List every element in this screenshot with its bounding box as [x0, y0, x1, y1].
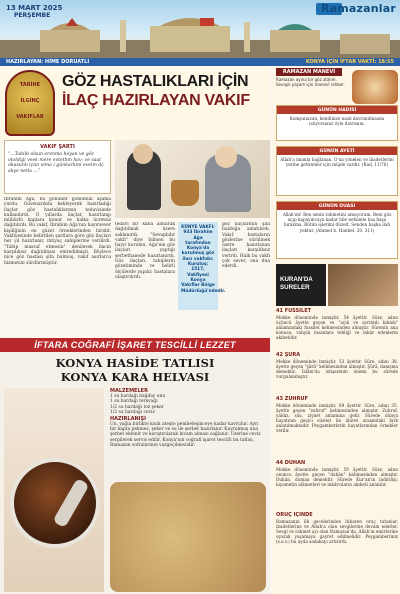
author-line: HAZIRLAYAN: HİME DORUATLI — [6, 59, 90, 65]
sidebar-lead: Ramazan ayına bir göz atalım. Sevaplı yaşam için manevî rehber. — [276, 77, 345, 87]
article-column-2: tedavi bir kaba alınarak dağıtılmak üzere saklanırdı. "Sevaplıdır vakfı" diye bilinen bu hayır kurumu, Ağa'nın göz ilaçları yaptığı şerbethanede hazırlanırdı. Göz ilaçları, tabiplerin gözetiminde ve belirli ölçülerde yapılır, hastalara ulaştırılırdı. — [115, 222, 175, 280]
iftar-time: KONYA İÇİN İFTAR VAKTİ: 18:55 — [305, 59, 394, 65]
logo-line2: İLGİNÇ — [20, 98, 40, 104]
brand-title: Ramazanlar — [320, 2, 396, 15]
main-article — [0, 66, 270, 336]
sure-sura — [276, 352, 398, 394]
city-skyline-illustration — [0, 16, 400, 58]
headline-line1: GÖZ HASTALIKLARI İÇİN — [62, 73, 249, 90]
gunun-duasi-title: GÜNÜN DUASI — [277, 202, 397, 210]
ingredient-1: 1 su bardağı bağday unu — [110, 394, 166, 399]
sure-duhan-text: Mekke döneminde inmiştir. 59 âyettir. Sûre, adını onuncu âyette geçen "duhân" kelimesinden almıştır. Duhân, duman demektir. Sûrede Kur'an'ın indirilişi, kıyametin alâmetleri ve inkârcıların akıbeti anlatılır. — [276, 467, 398, 487]
issue-day: PERŞEMBE — [14, 12, 51, 19]
gunun-hadisi-title: GÜNÜN HADİSİ — [277, 106, 397, 114]
sure-zuhruf — [276, 396, 398, 458]
headline-area — [0, 66, 270, 140]
vakif-sarti-box — [4, 140, 111, 194]
sidebar — [272, 66, 400, 594]
headline-line2: İLAÇ HAZIRLAYAN VAKIF — [62, 92, 250, 109]
sure-fussilet-text: Mekke döneminde inmiştir. 54 âyettir. Sûre, adını üçüncü âyette geçen ve "açık ve ayrıntılı kılındı" anlamındaki fussilet kelimesinden almıştır. Sûrenin ana konusu, vahyin insanlara tebliği ve inkâr edenlerin akıbetidir. — [276, 315, 398, 340]
oruc-icinde — [276, 512, 398, 592]
kuran-illustration — [328, 264, 398, 306]
sure-fussilet-title: 41 FUSSILET — [276, 308, 312, 314]
oruc-icinde-text: Ramazanın ilk gecelerinden itibaren oruç tutanlar, ibadetlerine ve Allah'a olan sevgilerine devam ederler. Sevgi ve rahmet ayı olan Ramazan'da, Allah'ın emirlerine uyarak yaşamaya gayret edilmelidir. Peygamberimiz (s.a.v.) bu ayda sadakayı artırırdı. — [276, 519, 398, 544]
logo-line1: TARİHE — [19, 82, 41, 88]
kuran-sureler-badge: KURAN'DA SURELER — [276, 264, 326, 306]
recipe-headline — [6, 356, 264, 384]
sidebar-title: RAMAZAN MANEVİ — [276, 68, 342, 76]
recipe-section — [0, 352, 270, 594]
gunun-hadisi-text: Komşunuzun, kendinize nasıl davranılmasını istiyorsanız öyle davranın. — [289, 116, 385, 127]
article-column-1: İbrahim Ağa, bu gönüller gönlünün aşama yurdu. Güvenarıkda bekleyerek hazırladığı ilaçlar göz hastalıklarının tedavisinde kullanılırdı. O yıllarda ilaçlar, hazırlanıp mühürlü kaplara konur ve halka ücretsiz dağıtılırdı. Bu vakıf, İbrahim Ağa'nın hayırsever kişiliğinin en güzel örneklerinden biridir. Vakfiyesinde belirtilen şartlara göre göz ilaçları her yıl hazırlanır, ihtiyaç sahiplerine verilirdi. "Tabip masraf etmesin" denilerek ilacın karşılıksız dağıtılması emredilmişti. Böylece nice göz hastası şifa bulmuş, vakıf asırlarca hizmetini sürdürmüştür. — [4, 197, 111, 266]
malzemeler-label: MALZEMELER — [110, 388, 148, 394]
gunun-ayeti-title: GÜNÜN AYETİ — [277, 147, 397, 155]
figure-left-head — [133, 144, 153, 164]
gunun-duasi-box — [276, 201, 398, 259]
ingredient-2: 1 su bardağı tereyağı — [110, 399, 158, 405]
box-title: VAKIF ŞARTI — [40, 144, 75, 150]
info-strip — [0, 58, 400, 66]
issue-date: 13 MART 2025 — [6, 4, 63, 12]
gunun-duasi-text: Allah'ım! Ben senin rahmetini umuyorum. Beni göz açıp kapayıncaya kadar bile nefsimle baş başa bırakma. Bütün işlerimi düzelt. Senden başka ilah yoktur. (Ahmed b. Hanbel, 20, 311) — [282, 212, 392, 233]
sure-zuhruf-text: Mekke döneminde inmiştir. 89 âyettir. Sûre, adını 35. âyette geçen "zuhruf" kelimesinden almıştır. Zuhruf, yaldız, süs, ziynet anlamına gelir. Sûrede dünya hayatının geçici süsleri ile âhiret arasındaki fark anlatılmaktadır. Peygamberlerin hayatlarından örnekler verilir. — [276, 403, 398, 433]
sure-duhan — [276, 460, 398, 510]
logo-line3: VAKIFLAR — [16, 114, 44, 120]
figure-right-head — [215, 146, 237, 168]
section-bar-cografi-isaret: İFTARA COĞRAFİ İŞARET TESCİLLİ LEZZET — [0, 338, 270, 352]
recipe-title-line2: KONYA KARA HELVASI — [60, 370, 210, 384]
headline — [62, 72, 267, 110]
ingredient-3: 1/2 su bardağı toz şeker — [110, 404, 164, 410]
sure-zuhruf-title: 43 ZUHRUF — [276, 396, 308, 402]
sure-duhan-title: 44 DUHÂN — [276, 460, 306, 466]
helva-photo — [4, 388, 104, 592]
recipe-instructions: Un, yağla birlikte kısık ateşte pembeleşinceye kadar kavrulur. Ayrı bir kapta pekmez, şeker ve su ile şerbet hazırlanır. Kavrulmuş una şerbet eklenir ve karıştırılarak kıvam alması sağlanır. Üzerine ceviz serpilerek servis edilir. Konya'nın coğrafi işaret tescilli bu tatlısı, Ramazan sofralarının vazgeçilmezidir. — [110, 421, 261, 449]
hazirlanis-label: HAZIRLANIŞI — [110, 415, 146, 422]
article-illustration — [115, 140, 270, 218]
recipe-title-line1: KONYA HASİDE TATLISI — [55, 356, 215, 370]
sidebar-illustration — [352, 70, 398, 104]
article-column-3: göz ilaçlarının şifa bulduğu anlatılırdı. Vakıf, hastaların gözlerine sürülmek üzere hazırlanan ilaçları karşılıksız verirdi. Halk bu vakfı çok sever, ona dua ederdi. — [222, 222, 270, 270]
header-banner — [0, 0, 400, 58]
gunun-ayeti-box — [276, 146, 398, 196]
medicine-pot — [171, 180, 199, 206]
gunun-ayeti-text: Allah'a imanla bağlanan, O'na yönelen ve ibadetlerini yerine getirenler için müjde vardır. (Rad, 11/76) — [280, 157, 394, 168]
gunun-hadisi-box — [276, 105, 398, 141]
ingredient-4: 1/2 su bardağı ceviz — [110, 410, 155, 416]
oruc-icinde-title: ORUÇ İÇİNDE — [276, 512, 313, 518]
recipe-text — [110, 388, 266, 592]
vakif-logo-badge — [5, 70, 55, 136]
helva-bowl — [10, 458, 100, 548]
sure-sura-text: Mekke döneminde inmiştir. 53 âyettir. Sûre, adını 38. âyette geçen "şûrâ" kelimesinden almıştır. Şûrâ, danışma demektir. İslâm'da istişarenin önemi bu sûrede vurgulanmıştır. — [276, 359, 398, 379]
sure-sura-title: 42 ŞÛRÂ — [276, 352, 301, 358]
sure-fussilet — [276, 308, 398, 350]
kunye-box: KÜNYE VAKFI: 933 İbrahim Ağa tarafından Konya'da kurulmuş göz ilacı vakfıdır. Kuruluş: 1517, Vakfiyesi Konya Vakıflar Bölge Müdürlüğü'ndedir. — [178, 222, 218, 310]
box-text: “...Tabiib olsun erenma heyan ve göz otoldiği veek mere evtethm hav; ve saat okusunlı içün ıema i günkarkini eveim dç akye netla ...” — [8, 152, 104, 174]
